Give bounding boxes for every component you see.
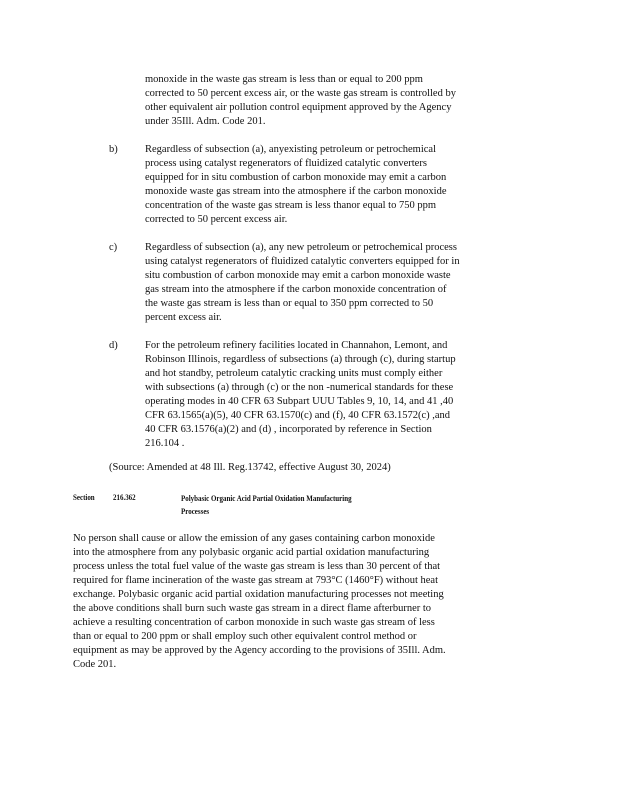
text-line: Regardless of subsection (a), anyexisting petroleum or petrochemical	[145, 144, 436, 155]
text-line: exchange. Polybasic organic acid partial oxidation manufacturing processes not meeting	[73, 589, 444, 600]
text-line: For the petroleum refinery facilities located in Channahon, Lemont, and	[145, 340, 448, 351]
section-title-line: Processes	[181, 506, 210, 516]
text-line: situ combustion of carbon monoxide may emit a carbon monoxide waste	[145, 270, 451, 281]
text-line: 216.104 .	[145, 438, 185, 449]
subsection-d-paragraph	[145, 339, 510, 451]
subsection-label-b: b)	[109, 144, 118, 155]
text-line: with subsections (a) through (c) or the non -numerical standards for these	[145, 382, 454, 393]
text-line: corrected to 50 percent excess air.	[145, 214, 288, 225]
text-line: Robinson Illinois, regardless of subsections (a) through (c), during startup	[145, 354, 456, 365]
section-title-line: Polybasic Organic Acid Partial Oxidation Manufacturing	[181, 493, 352, 503]
text-line: process using catalyst regenerators of fluidized catalytic converters	[145, 158, 427, 169]
text-line: the waste gas stream is less than or equal to 350 ppm corrected to 50	[145, 298, 434, 309]
text-line: achieve a resulting concentration of carbon monoxide in such waste gas stream of less	[73, 617, 435, 628]
text-line: Code 201.	[73, 659, 117, 670]
text-line: into the atmosphere from any polybasic organic acid partial oxidation manufacturing	[73, 547, 430, 558]
text-line: No person shall cause or allow the emission of any gases containing carbon monoxide	[73, 533, 435, 544]
text-line: equipment as may be approved by the Agency according to the provisions of 35Ill. Adm.	[73, 645, 446, 656]
text-line: and hot standby, petroleum catalytic cracking units must comply either	[145, 368, 443, 379]
text-line: 40 CFR 63.1576(a)(2) and (d) , incorporated by reference in Section	[145, 424, 432, 435]
section-title	[181, 492, 352, 518]
source-note: (Source: Amended at 48 Ill. Reg.13742, effective August 30, 2024)	[109, 462, 391, 473]
section-body-paragraph	[73, 532, 513, 672]
text-line: process unless the total fuel value of the waste gas stream is less than 30 percent of that	[73, 561, 441, 572]
text-line: percent excess air.	[145, 312, 222, 323]
text-line: other equivalent air pollution control equipment approved by the Agency	[145, 102, 452, 113]
section-number: 216.362	[113, 492, 136, 502]
text-line: under 35Ill. Adm. Code 201.	[145, 116, 266, 127]
subsection-c-paragraph	[145, 241, 510, 325]
section-label: Section	[73, 492, 95, 502]
text-line: CFR 63.1565(a)(5), 40 CFR 63.1570(c) and (f), 40 CFR 63.1572(c) ,and	[145, 410, 451, 421]
text-line: monoxide waste gas stream into the atmosphere if the carbon monoxide	[145, 186, 447, 197]
subsection-b-paragraph	[145, 143, 510, 227]
text-line: corrected to 50 percent excess air, or the waste gas stream is controlled by	[145, 88, 456, 99]
text-line: gas stream into the atmosphere if the carbon monoxide concentration of	[145, 284, 447, 295]
continuation-paragraph	[145, 73, 505, 129]
text-line: using catalyst regenerators of fluidized catalytic converters equipped for in	[145, 256, 460, 267]
text-line: than or equal to 200 ppm or shall employ such other equivalent control method or	[73, 631, 417, 642]
text-line: concentration of the waste gas stream is less thanor equal to 750 ppm	[145, 200, 437, 211]
text-line: operating modes in 40 CFR 63 Subpart UUU Tables 9, 10, 14, and 41 ,40	[145, 396, 454, 407]
text-line: equipped for in situ combustion of carbon monoxide may emit a carbon	[145, 172, 447, 183]
text-line: required for flame incineration of the waste gas stream at 793°C (1460°F) without heat	[73, 575, 438, 586]
text-line: Regardless of subsection (a), any new petroleum or petrochemical process	[145, 242, 457, 253]
text-line: the above conditions shall burn such waste gas stream in a direct flame afterburner to	[73, 603, 432, 614]
subsection-label-d: d)	[109, 340, 118, 351]
text-line: monoxide in the waste gas stream is less than or equal to 200 ppm	[145, 74, 423, 85]
subsection-label-c: c)	[109, 242, 118, 253]
